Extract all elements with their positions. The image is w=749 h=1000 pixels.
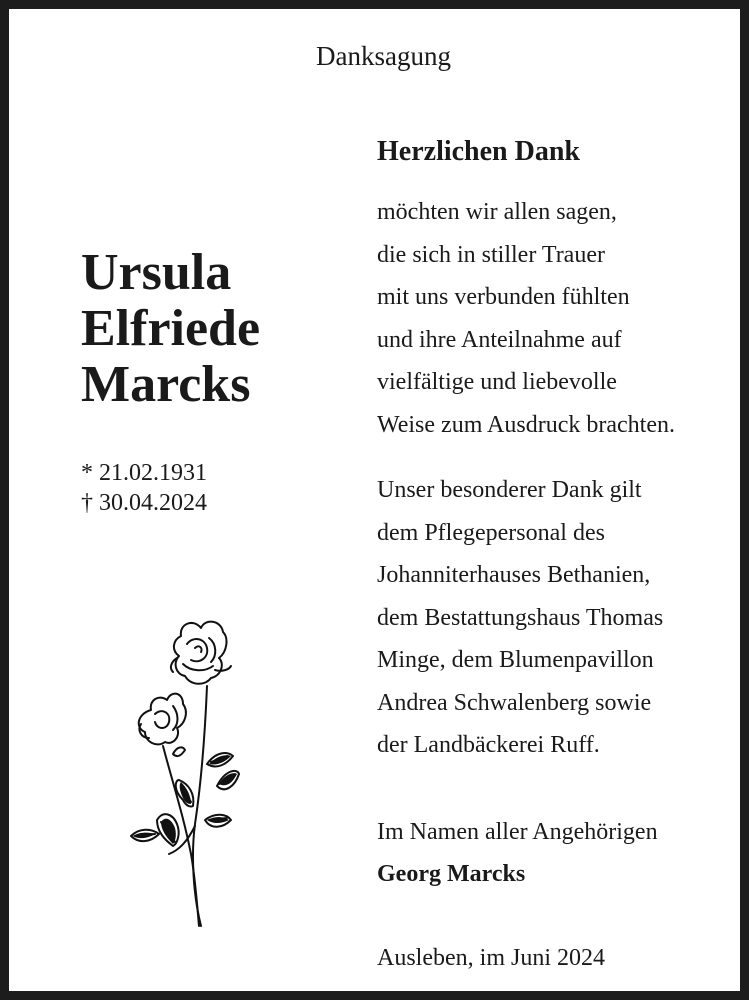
text-line: der Landbäckerei Ruff.	[377, 732, 600, 758]
text-line: die sich in stiller Trauer	[377, 241, 605, 268]
text-line: Andrea Schwalenberg sowie	[377, 689, 652, 716]
text-line: mit uns verbunden fühlten	[377, 284, 630, 310]
special-thanks-paragraph	[377, 469, 663, 767]
name-line-first: Ursula	[81, 244, 232, 301]
text-line: vielfältige und liebevolle	[377, 369, 617, 395]
text-line: Johanniterhauses Bethanien,	[377, 562, 651, 588]
closing-line: Im Namen aller Angehörigen	[377, 819, 658, 845]
text-line: Unser besonderer Dank gilt	[377, 477, 642, 503]
death-date: † 30.04.2024	[81, 490, 207, 516]
place-date: Ausleben, im Juni 2024	[377, 945, 605, 971]
text-line: und ihre Anteilnahme auf	[377, 326, 622, 353]
thanks-paragraph	[377, 191, 675, 446]
name-line-middle: Elfriede	[81, 300, 261, 357]
text-line: Minge, dem Blumenpavillon	[377, 647, 654, 673]
life-dates	[81, 458, 207, 518]
rose-icon	[121, 614, 247, 934]
text-line: dem Pflegepersonal des	[377, 519, 605, 546]
text-line: möchten wir allen sagen,	[377, 199, 617, 225]
name-line-last: Marcks	[81, 356, 251, 413]
message-title: Herzlichen Dank	[377, 136, 580, 167]
signer-name: Georg Marcks	[377, 861, 526, 887]
text-line: dem Bestattungshaus Thomas	[377, 604, 664, 631]
deceased-name	[81, 245, 260, 413]
page-title: Danksagung	[316, 41, 451, 71]
birth-date: * 21.02.1931	[81, 460, 207, 486]
text-line: Weise zum Ausdruck brachten.	[377, 411, 675, 438]
closing-block	[377, 811, 658, 895]
